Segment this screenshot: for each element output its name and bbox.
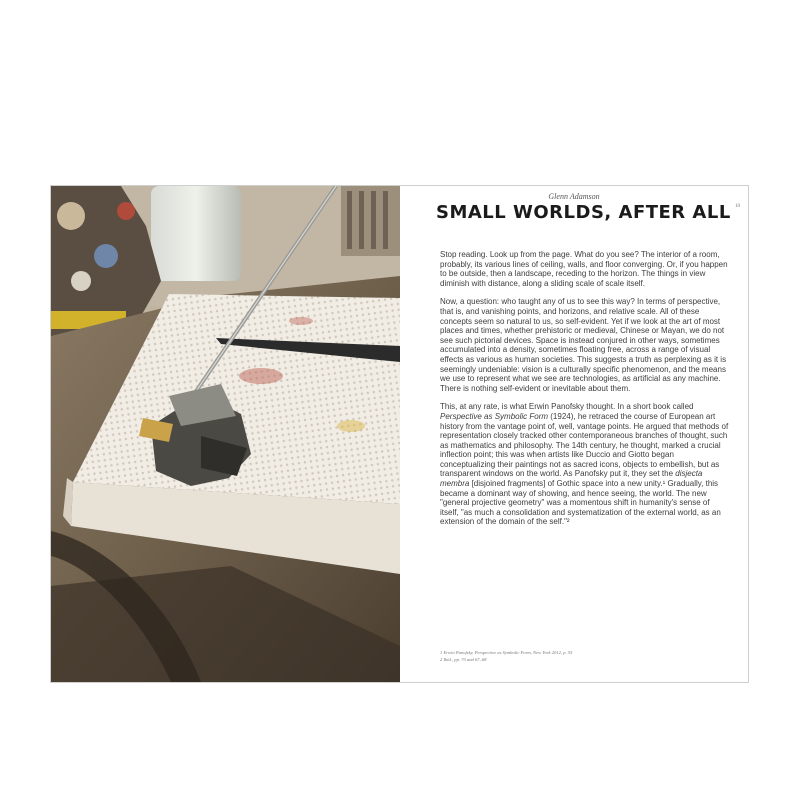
board-stain (239, 368, 283, 384)
glass-jar (151, 186, 241, 281)
board-stain (289, 317, 313, 325)
tool-rod (383, 191, 388, 249)
board-stain (337, 420, 365, 432)
clutter-item (117, 202, 135, 220)
photo-page (51, 186, 400, 682)
clutter-item (57, 202, 85, 230)
paragraph-3-part-a: This, at any rate, is what Erwin Panofsky thought. In a short book called (440, 402, 694, 412)
footnotes (440, 649, 730, 663)
tool-rod (347, 191, 352, 249)
article-title: SMALL WORLDS, AFTER ALL (436, 202, 731, 223)
book-title: Perspective as Symbolic Form (440, 411, 549, 421)
clutter-item (71, 271, 91, 291)
paragraph-2: Now, a question: who taught any of us to see this way? In terms of perspective, that is, and vanishing points, and horizons, and relative scale. All of these concepts seem so natural to us, so self-evident. Yet if we look at the art of most places and times, whether prehistoric or medieval, Chinese or Mayan, we do not see such pictorial devices. Space is instead conjured in other ways, sometimes accumulated into a density, sometimes floating free, across a range of visual effects as various as human societies. This suggests a truth as perplexing as it is seemingly undeniable: vision is a culturally specific phenomenon, and the means we use to represent what we see are technologies, as artificial as any machine. There is nothing self-evident or inevitable about them. (440, 297, 727, 393)
book-spread (50, 185, 749, 683)
author-name: Glenn Adamson (548, 192, 600, 201)
footnote-1: 1 Erwin Panofsky, Perspective as Symbolic Form, New York 2012, p. 55 (440, 650, 573, 655)
paragraph-1: Stop reading. Look up from the page. What do you see? The interior of a room, probably, its various lines of ceiling, walls, and floor converging. Or, if you happen to be outside, then a landscape, receding to the horizon. The things in view diminish with distance, along a sliding scale of scale itself. (440, 250, 728, 288)
workbench-photo (51, 186, 400, 682)
article-body (440, 250, 730, 536)
tool-rod (359, 191, 364, 249)
text-page (400, 186, 748, 682)
page-number: 10 (735, 204, 740, 209)
tool-rod (371, 191, 376, 249)
paragraph-3-part-c: [disjoined fragments] of Gothic space into a new unity.¹ Gradually, this became a dominant way of showing, and hence seeing, the world. The new "general projective geometry" was a momentous shift in humanity's sense of itself, "as much a consolidation and systematization of the external world, as an extension of the domain of the self."² (440, 479, 721, 527)
paragraph-3-part-b: (1924), he retraced the course of European art history from the vantage point of, well, vantage points. He argued that methods of representation closely tracked other contemporaneous branches of thought, such as mathematics and philosophy. The 14th century, he thought, marked a crucial inflection point; this was when artists like Duccio and Giotto began conceptualizing their paintings not as sacred icons, objects to embellish, but as transparent windows on the world. As Panofsky put it, they set the (440, 411, 729, 479)
footnote-2: 2 Ibid., pp. 70 and 67–68 (440, 657, 487, 662)
paragraph-3 (440, 402, 730, 527)
latin-phrase: disjecta membra (440, 469, 703, 489)
clutter-item (94, 244, 118, 268)
